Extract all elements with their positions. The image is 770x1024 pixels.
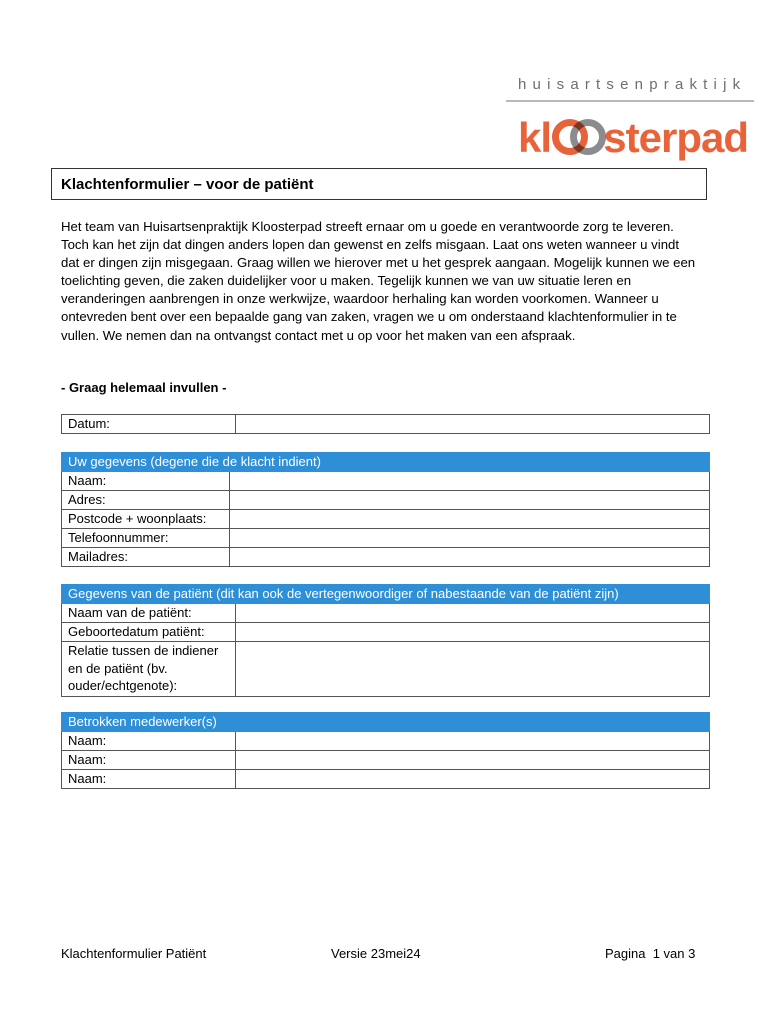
patient-birthdate-field[interactable]	[236, 623, 710, 642]
table-row	[62, 623, 710, 642]
field-label: Telefoonnummer:	[62, 529, 230, 548]
intro-paragraph: Het team van Huisartsenpraktijk Kloosterpad streeft ernaar om u goede en verantwoorde zorg te leveren. Toch kan het zijn dat dingen anders lopen dan gewenst en zelfs misgaan. Laat ons weten wanneer u vindt dat er dingen zijn misgegaan. Graag willen we hierover met u het gesprek aangaan. Mogelijk kunnen we een toelichting geven, die zaken duidelijker voor u maken. Tegelijk kunnen we van uw situatie leren en veranderingen aanbrengen in onze werkwijze, waardoor herhaling kan worden voorkomen. Wanneer u ontevreden bent over een bepaalde gang van zaken, vragen we u om onderstaand klachtenformulier in te vullen. We nemen dan na ontvangst contact met u op voor het maken van een afspraak.	[61, 219, 696, 343]
field-label: Adres:	[62, 491, 230, 510]
field-label: Naam:	[62, 751, 236, 770]
staff-table	[61, 712, 710, 789]
field-label: Naam:	[62, 472, 230, 491]
submitter-section-header: Uw gegevens (degene die de klacht indient)	[62, 453, 710, 472]
table-row	[62, 604, 710, 623]
field-label: Geboortedatum patiënt:	[62, 623, 236, 642]
date-label: Datum:	[62, 415, 236, 434]
fill-in-note: - Graag helemaal invullen -	[61, 380, 227, 395]
table-row	[62, 732, 710, 751]
logo-name-start: kl	[518, 114, 552, 161]
submitter-phone-field[interactable]	[230, 529, 710, 548]
submitter-table	[61, 452, 710, 567]
field-label: Postcode + woonplaats:	[62, 510, 230, 529]
footer-doc-name: Klachtenformulier Patiënt	[61, 946, 207, 961]
submitter-address-field[interactable]	[230, 491, 710, 510]
logo-divider	[506, 100, 754, 102]
footer-page-number: Pagina 1 van 3	[605, 946, 696, 961]
footer-version: Versie 23mei24	[331, 946, 421, 961]
date-table	[61, 414, 710, 434]
submitter-name-field[interactable]	[230, 472, 710, 491]
logo-name-end: sterpad	[603, 114, 748, 161]
staff-name-field-2[interactable]	[236, 751, 710, 770]
table-row	[62, 415, 710, 434]
table-row	[62, 751, 710, 770]
table-row	[62, 548, 710, 567]
patient-table	[61, 584, 710, 697]
table-row	[62, 472, 710, 491]
field-label: Mailadres:	[62, 548, 230, 567]
logo-rings-icon	[552, 116, 602, 160]
staff-name-field-1[interactable]	[236, 732, 710, 751]
field-label: Naam van de patiënt:	[62, 604, 236, 623]
submitter-postcode-field[interactable]	[230, 510, 710, 529]
field-label: Relatie tussen de indiener en de patiënt (bv. ouder/echtgenote):	[62, 642, 236, 697]
field-label: Naam:	[62, 770, 236, 789]
field-label: Naam:	[62, 732, 236, 751]
submitter-email-field[interactable]	[230, 548, 710, 567]
table-row	[62, 491, 710, 510]
staff-name-field-3[interactable]	[236, 770, 710, 789]
logo-tagline: huisartsenpraktijk	[518, 76, 747, 93]
patient-name-field[interactable]	[236, 604, 710, 623]
patient-section-header: Gegevens van de patiënt (dit kan ook de vertegenwoordiger of nabestaande van de patiënt zijn)	[62, 585, 710, 604]
practice-logo	[518, 112, 748, 164]
patient-relation-field[interactable]	[236, 642, 710, 697]
table-row	[62, 510, 710, 529]
table-row	[62, 770, 710, 789]
table-row	[62, 642, 710, 697]
page-title: Klachtenformulier – voor de patiënt	[51, 168, 707, 200]
date-field[interactable]	[236, 415, 710, 434]
staff-section-header: Betrokken medewerker(s)	[62, 713, 710, 732]
table-row	[62, 529, 710, 548]
